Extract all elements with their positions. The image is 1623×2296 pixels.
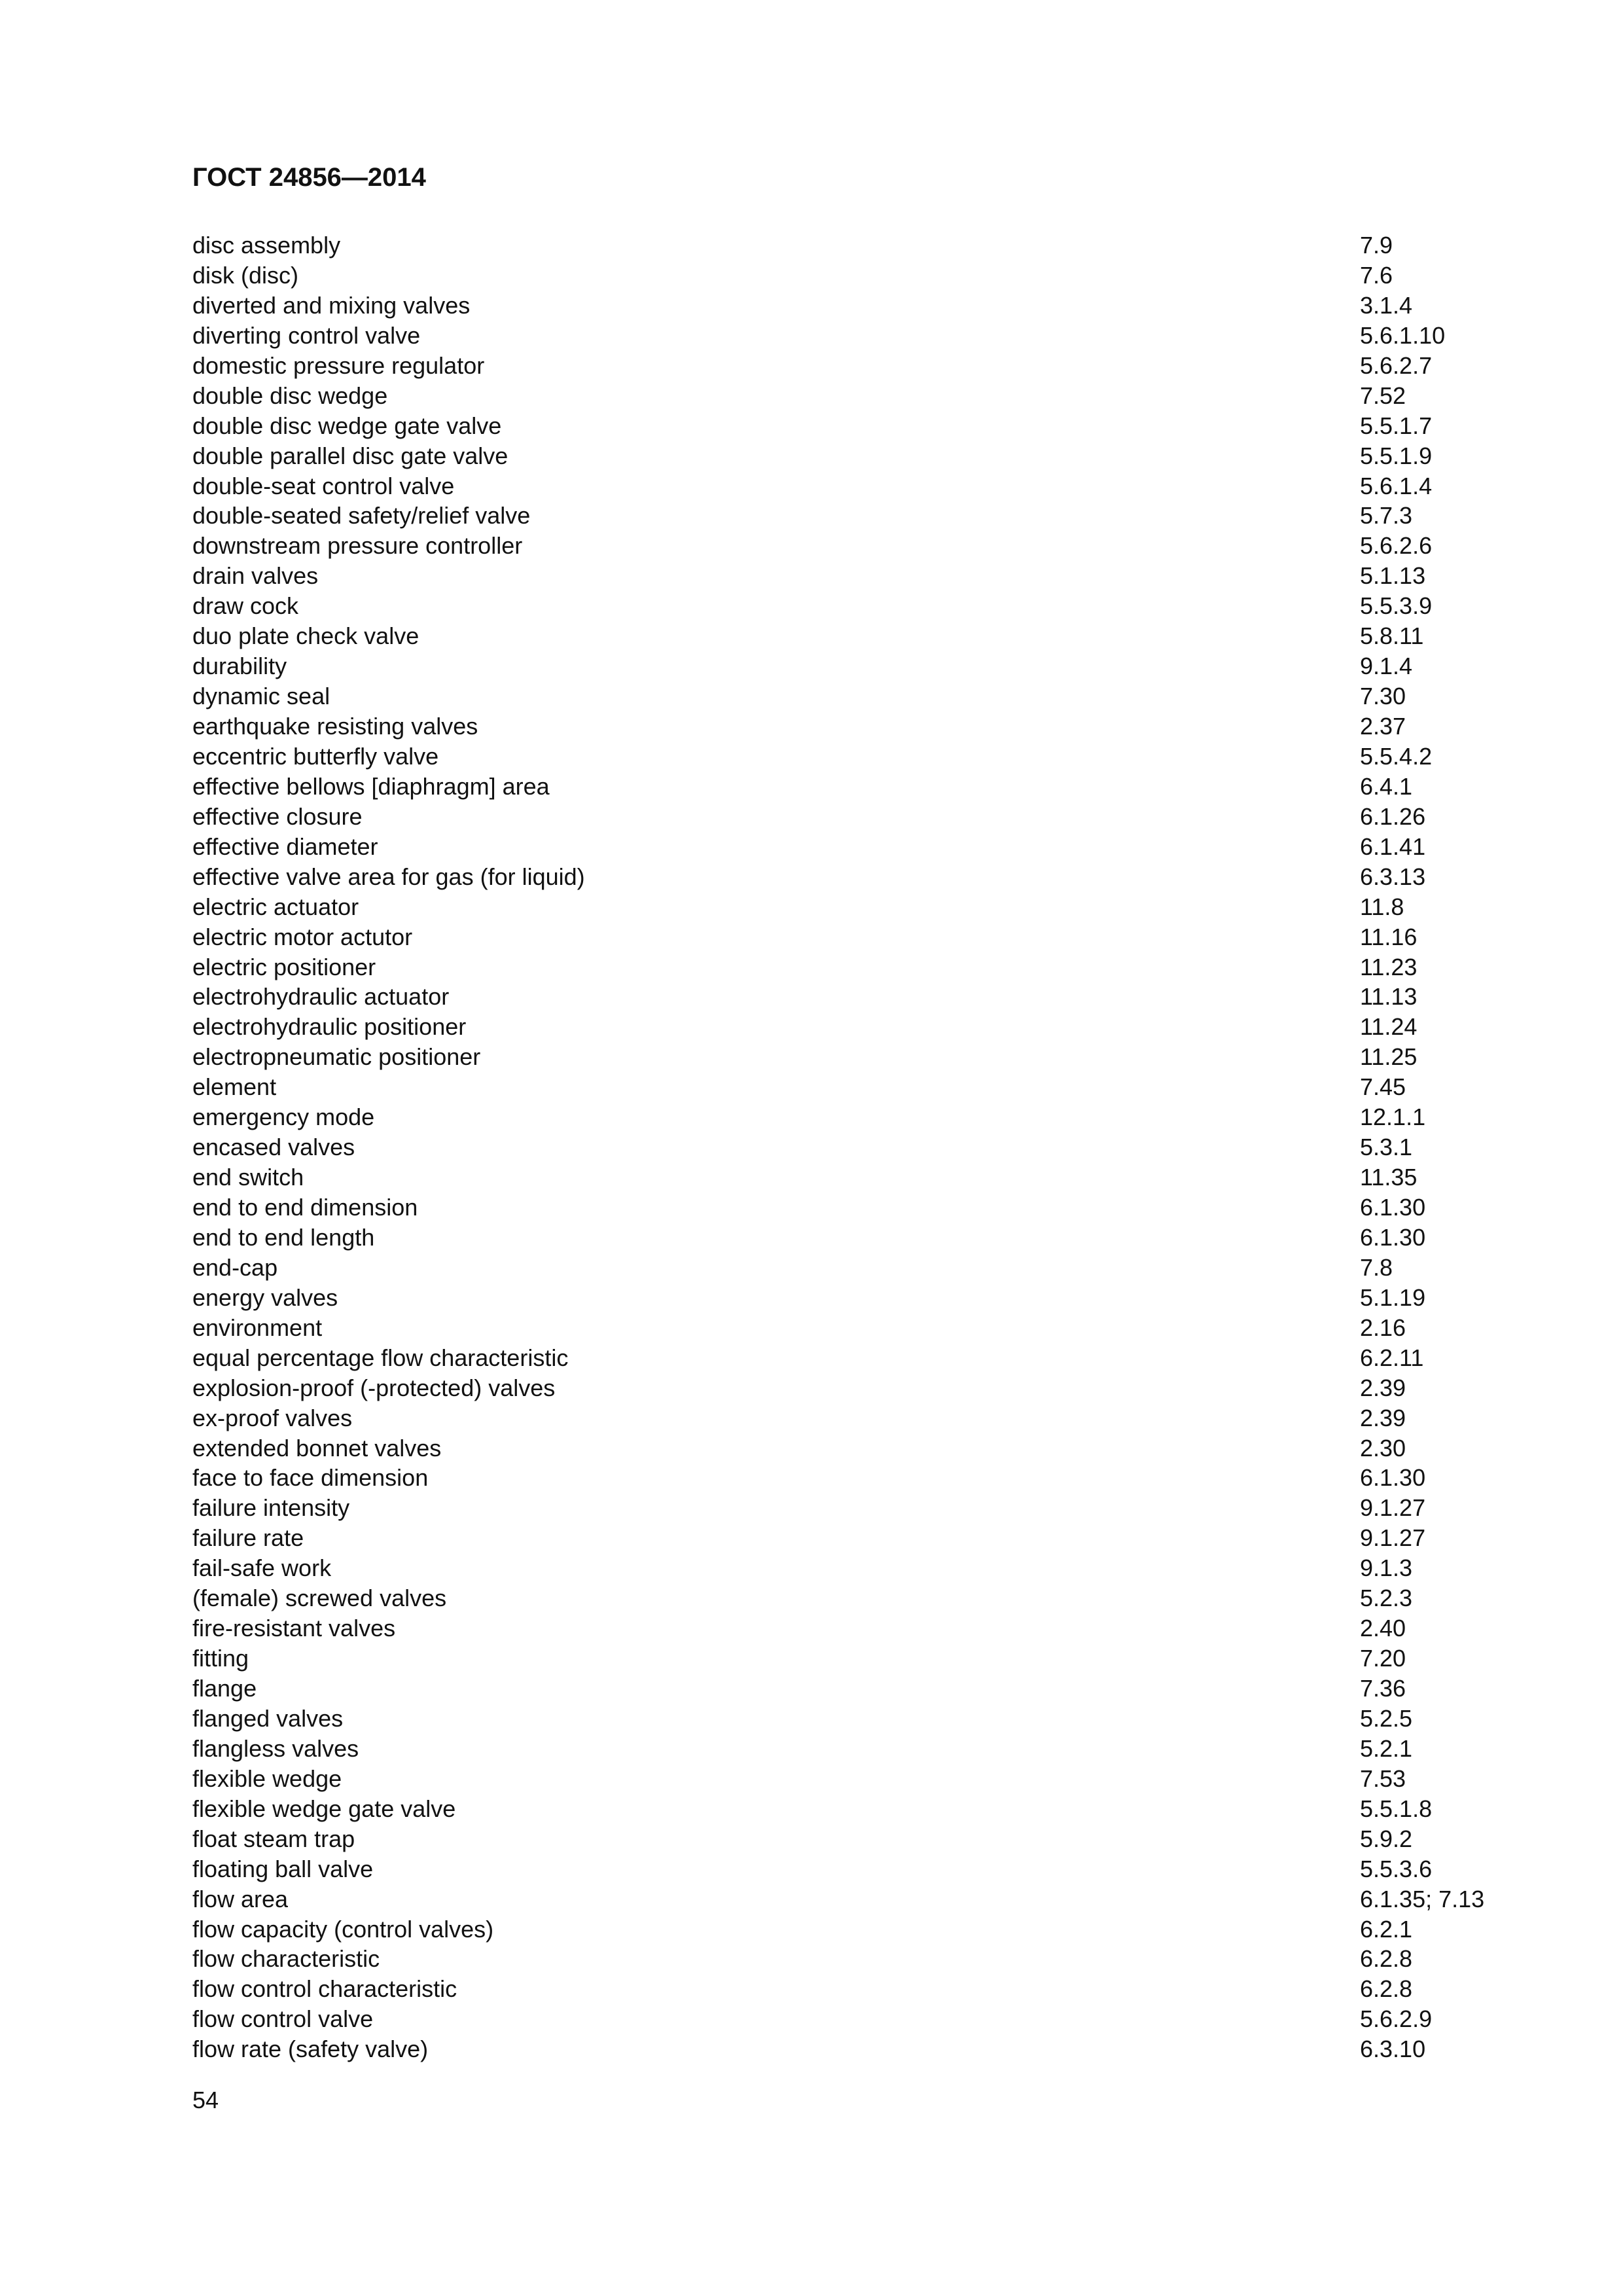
index-ref: 5.2.1 (1360, 1734, 1413, 1762)
index-ref: 5.5.1.9 (1360, 442, 1433, 469)
index-row (192, 1974, 1567, 2004)
index-ref: 5.5.4.2 (1360, 742, 1433, 770)
index-row (192, 922, 1567, 952)
index-row (192, 982, 1567, 1012)
index-ref: 5.6.2.6 (1360, 532, 1433, 560)
index-ref: 6.3.13 (1360, 863, 1426, 890)
index-row (192, 291, 1567, 321)
index-term: flow rate (safety valve) (192, 2036, 429, 2063)
index-ref: 11.24 (1360, 1013, 1418, 1041)
index-term: flow area (192, 1885, 289, 1912)
index-ref: 6.4.1 (1360, 772, 1413, 800)
index-row (192, 531, 1567, 561)
index-ref: 5.5.3.9 (1360, 592, 1433, 620)
index-row (192, 1072, 1567, 1102)
index-list (192, 230, 1567, 2064)
index-row (192, 1403, 1567, 1433)
index-ref: 5.2.5 (1360, 1704, 1413, 1732)
index-ref: 6.2.8 (1360, 1975, 1413, 2003)
index-term: element (192, 1073, 277, 1101)
index-term: end to end dimension (192, 1194, 418, 1221)
index-row (192, 1674, 1567, 1704)
index-ref: 6.2.11 (1360, 1344, 1424, 1371)
index-term: duo plate check valve (192, 622, 419, 650)
index-ref: 2.37 (1360, 713, 1406, 740)
index-row (192, 1253, 1567, 1283)
index-term: fire-resistant valves (192, 1615, 396, 1642)
index-term: electric positioner (192, 953, 376, 980)
index-term: flangless valves (192, 1734, 359, 1762)
index-row (192, 1102, 1567, 1132)
index-ref: 5.5.1.8 (1360, 1795, 1433, 1822)
index-row (192, 1223, 1567, 1253)
index-ref: 11.16 (1360, 923, 1418, 950)
index-row (192, 1704, 1567, 1734)
index-term: flanged valves (192, 1704, 344, 1732)
index-ref: 5.5.3.6 (1360, 1855, 1433, 1882)
index-row (192, 260, 1567, 291)
index-row (192, 952, 1567, 982)
index-ref: 6.1.26 (1360, 802, 1426, 830)
index-ref: 2.16 (1360, 1314, 1406, 1341)
index-term: failure intensity (192, 1494, 350, 1522)
index-row (192, 1463, 1567, 1493)
index-term: ex-proof valves (192, 1404, 353, 1431)
index-row (192, 230, 1567, 260)
index-term: domestic pressure regulator (192, 351, 485, 379)
index-row (192, 1313, 1567, 1343)
index-ref: 5.7.3 (1360, 502, 1413, 529)
index-term: extended bonnet valves (192, 1434, 442, 1462)
index-term: electrohydraulic positioner (192, 1013, 467, 1041)
index-row (192, 621, 1567, 651)
index-ref: 5.5.1.7 (1360, 412, 1433, 439)
index-row (192, 1914, 1567, 1945)
index-term: (female) screwed valves (192, 1585, 447, 1612)
index-row (192, 1884, 1567, 1914)
index-term: electric actuator (192, 893, 359, 920)
index-row (192, 1373, 1567, 1403)
index-ref: 7.9 (1360, 232, 1393, 259)
index-row (192, 681, 1567, 711)
index-ref: 6.1.30 (1360, 1223, 1426, 1251)
index-row (192, 711, 1567, 742)
index-ref: 9.1.4 (1360, 653, 1413, 680)
index-ref: 5.6.1.4 (1360, 472, 1433, 499)
index-row (192, 1613, 1567, 1643)
index-term: equal percentage flow characteristic (192, 1344, 569, 1371)
index-term: effective bellows [diaphragm] area (192, 772, 550, 800)
index-row (192, 321, 1567, 351)
index-term: float steam trap (192, 1825, 355, 1852)
index-term: drain valves (192, 562, 319, 590)
index-ref: 6.1.35; 7.13 (1360, 1885, 1485, 1912)
index-row (192, 1734, 1567, 1764)
index-term: flow control valve (192, 2005, 374, 2033)
index-term: face to face dimension (192, 1464, 429, 1492)
index-row (192, 1944, 1567, 1974)
index-row (192, 1794, 1567, 1824)
index-row (192, 1042, 1567, 1072)
index-ref: 9.1.3 (1360, 1554, 1413, 1582)
index-ref: 9.1.27 (1360, 1494, 1426, 1522)
index-term: flexible wedge gate valve (192, 1795, 456, 1822)
index-term: disc assembly (192, 232, 341, 259)
index-row (192, 471, 1567, 501)
index-ref: 5.1.19 (1360, 1283, 1426, 1311)
index-ref: 6.1.41 (1360, 833, 1426, 860)
index-ref: 5.1.13 (1360, 562, 1426, 590)
index-term: effective diameter (192, 833, 378, 860)
index-term: earthquake resisting valves (192, 713, 478, 740)
index-term: flange (192, 1675, 257, 1702)
index-row (192, 1523, 1567, 1553)
index-term: dynamic seal (192, 683, 330, 710)
index-row (192, 832, 1567, 862)
index-row (192, 1854, 1567, 1884)
index-term: diverted and mixing valves (192, 291, 471, 319)
index-term: durability (192, 653, 287, 680)
index-term: end switch (192, 1164, 304, 1191)
index-row (192, 2034, 1567, 2064)
index-term: double parallel disc gate valve (192, 442, 508, 469)
index-ref: 7.36 (1360, 1675, 1406, 1702)
index-ref: 5.3.1 (1360, 1134, 1413, 1161)
index-ref: 5.2.3 (1360, 1585, 1413, 1612)
index-row (192, 1012, 1567, 1042)
index-ref: 5.6.1.10 (1360, 321, 1446, 349)
index-term: electrohydraulic actuator (192, 983, 450, 1011)
index-term: end to end length (192, 1223, 375, 1251)
index-row (192, 591, 1567, 621)
index-row (192, 862, 1567, 892)
index-ref: 6.1.30 (1360, 1194, 1426, 1221)
index-ref: 2.39 (1360, 1404, 1406, 1431)
index-ref: 2.40 (1360, 1615, 1406, 1642)
index-term: double disc wedge (192, 382, 388, 409)
index-ref: 7.53 (1360, 1765, 1406, 1792)
index-ref: 6.2.8 (1360, 1945, 1413, 1973)
index-row (192, 1343, 1567, 1373)
index-term: draw cock (192, 592, 299, 620)
index-term: downstream pressure controller (192, 532, 523, 560)
index-ref: 5.8.11 (1360, 622, 1424, 650)
index-ref: 7.45 (1360, 1073, 1406, 1101)
index-ref: 6.3.10 (1360, 2036, 1426, 2063)
index-ref: 7.52 (1360, 382, 1406, 409)
index-row (192, 381, 1567, 411)
index-row (192, 1433, 1567, 1463)
index-row (192, 1193, 1567, 1223)
index-term: electric motor actutor (192, 923, 413, 950)
index-row (192, 892, 1567, 922)
index-row (192, 772, 1567, 802)
index-ref: 5.9.2 (1360, 1825, 1413, 1852)
index-row (192, 1493, 1567, 1523)
index-ref: 5.6.2.9 (1360, 2005, 1433, 2033)
page-number: 54 (192, 2087, 219, 2113)
index-term: emergency mode (192, 1103, 375, 1131)
index-ref: 7.6 (1360, 261, 1393, 289)
index-row (192, 411, 1567, 441)
index-ref: 11.8 (1360, 893, 1404, 920)
index-term: end-cap (192, 1253, 278, 1281)
index-term: electropneumatic positioner (192, 1043, 481, 1071)
index-term: explosion-proof (-protected) valves (192, 1374, 556, 1401)
index-term: double-seated safety/relief valve (192, 502, 531, 529)
index-term: flow characteristic (192, 1945, 380, 1973)
index-term: disk (disc) (192, 261, 299, 289)
index-term: double disc wedge gate valve (192, 412, 502, 439)
index-row (192, 802, 1567, 832)
index-row (192, 501, 1567, 531)
index-row (192, 441, 1567, 471)
index-term: flow control characteristic (192, 1975, 457, 2003)
index-term: effective valve area for gas (for liquid) (192, 863, 585, 890)
index-ref: 11.35 (1360, 1164, 1418, 1191)
index-row (192, 1553, 1567, 1583)
index-term: effective closure (192, 802, 363, 830)
index-row (192, 561, 1567, 591)
index-row (192, 1764, 1567, 1794)
index-ref: 11.23 (1360, 953, 1418, 980)
index-ref: 12.1.1 (1360, 1103, 1426, 1131)
index-term: environment (192, 1314, 323, 1341)
index-ref: 11.25 (1360, 1043, 1418, 1071)
index-row (192, 351, 1567, 381)
index-term: floating ball valve (192, 1855, 374, 1882)
index-ref: 11.13 (1360, 983, 1418, 1011)
index-term: double-seat control valve (192, 472, 455, 499)
index-ref: 5.6.2.7 (1360, 351, 1433, 379)
index-row (192, 651, 1567, 681)
index-ref: 9.1.27 (1360, 1524, 1426, 1552)
page-header-standard: ГОСТ 24856—2014 (192, 163, 426, 192)
index-term: fitting (192, 1645, 249, 1672)
index-ref: 6.2.1 (1360, 1915, 1413, 1943)
index-term: diverting control valve (192, 321, 421, 349)
index-ref: 2.30 (1360, 1434, 1406, 1462)
index-ref: 7.20 (1360, 1645, 1406, 1672)
index-ref: 7.8 (1360, 1253, 1393, 1281)
index-ref: 6.1.30 (1360, 1464, 1426, 1492)
index-term: energy valves (192, 1283, 338, 1311)
index-row (192, 2004, 1567, 2034)
index-term: failure rate (192, 1524, 304, 1552)
index-row (192, 1643, 1567, 1674)
index-row (192, 1132, 1567, 1162)
index-term: fail-safe work (192, 1554, 332, 1582)
index-row (192, 1162, 1567, 1193)
index-row (192, 1283, 1567, 1313)
index-term: flow capacity (control valves) (192, 1915, 494, 1943)
index-row (192, 742, 1567, 772)
index-row (192, 1583, 1567, 1613)
index-term: encased valves (192, 1134, 355, 1161)
index-ref: 2.39 (1360, 1374, 1406, 1401)
index-ref: 3.1.4 (1360, 291, 1413, 319)
index-term: flexible wedge (192, 1765, 342, 1792)
index-ref: 7.30 (1360, 683, 1406, 710)
index-term: eccentric butterfly valve (192, 742, 439, 770)
index-row (192, 1824, 1567, 1854)
